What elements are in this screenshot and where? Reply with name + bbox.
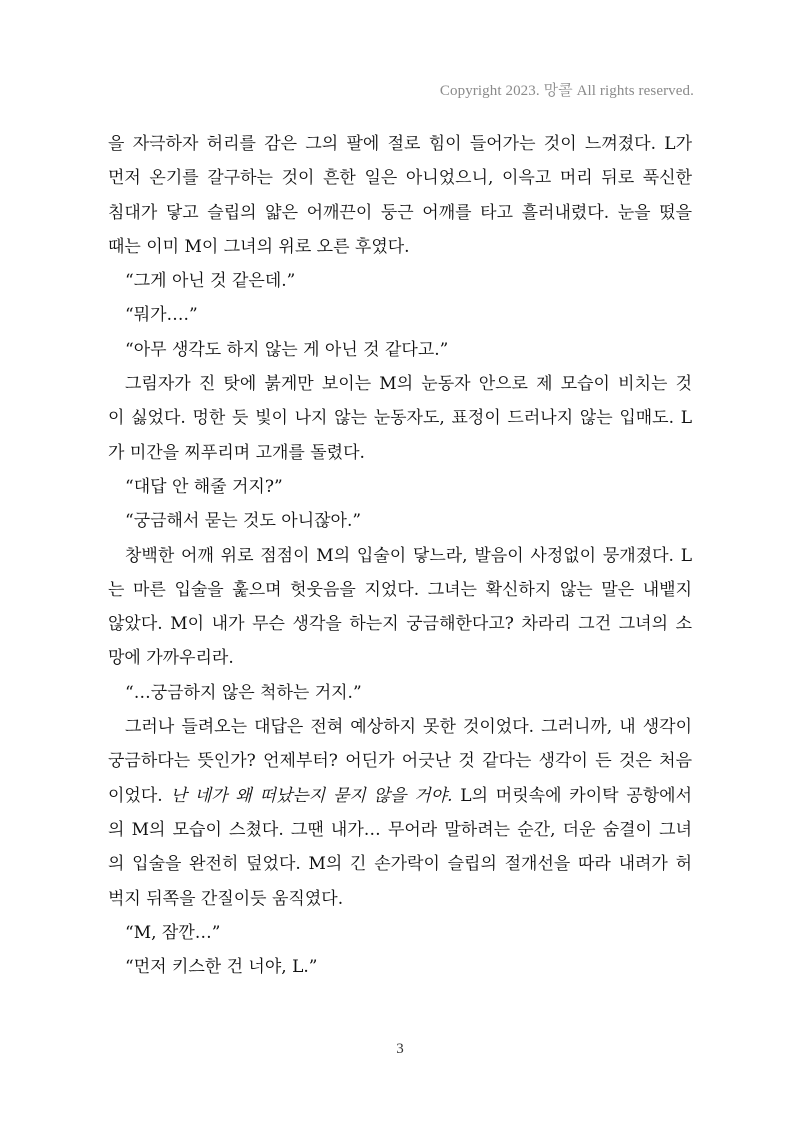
text-line: 않았다. M이 내가 무슨 생각을 하는지 궁금해한다고? 차라리 그건 그녀의 소 <box>108 614 692 635</box>
text-line: 가 미간을 찌푸리며 고개를 돌렸다. <box>108 442 365 463</box>
text-line: 벅지 뒤쪽을 간질이듯 움직였다. <box>108 888 344 909</box>
text-span: 이었다. <box>108 785 171 806</box>
text-line-mixed <box>108 783 692 817</box>
dialogue-line: “그게 아닌 것 같은데.” <box>125 271 296 292</box>
text-line: 침대가 닿고 슬립의 얇은 어깨끈이 둥근 어깨를 타고 흘러내렸다. 눈을 떴을 <box>108 202 692 223</box>
text-span: L의 머릿속에 카이탁 공항에서 <box>452 785 693 806</box>
text-line: 그림자가 진 탓에 붉게만 보이는 M의 눈동자 안으로 제 모습이 비치는 것 <box>125 374 692 395</box>
dialogue-line: “대답 안 해줄 거지?” <box>125 476 283 497</box>
dialogue-line: “먼저 키스한 건 너야, L.” <box>125 957 318 978</box>
text-line: 의 입술을 완전히 덮었다. M의 긴 손가락이 슬립의 절개선을 따라 내려가 허 <box>108 854 692 875</box>
italic-thought: 난 네가 왜 떠났는지 묻지 않을 거야. <box>170 785 453 806</box>
text-line: 이 싫었다. 멍한 듯 빛이 나지 않는 눈동자도, 표정이 드러나지 않는 입매도. L <box>108 408 692 429</box>
dialogue-line: “아무 생각도 하지 않는 게 아닌 것 같다고.” <box>125 339 449 360</box>
text-line: 그러나 들려오는 대답은 전혀 예상하지 못한 것이었다. 그러니까, 내 생각이 <box>125 717 692 738</box>
dialogue-line: “뭐가….” <box>125 305 198 326</box>
text-line: 망에 가까우리라. <box>108 648 234 669</box>
text-line: 을 자극하자 허리를 감은 그의 팔에 절로 힘이 들어가는 것이 느껴졌다. L가 <box>108 134 692 154</box>
text-line: 창백한 어깨 위로 점점이 M의 입술이 닿느라, 발음이 사정없이 뭉개졌다. L <box>125 545 692 566</box>
page-body <box>108 131 692 988</box>
text-line: 는 마른 입술을 훑으며 헛웃음을 지었다. 그녀는 확신하지 않는 말은 내뱉지 <box>108 579 692 600</box>
copyright-header: Copyright 2023. 망콜 All rights reserved. <box>439 83 694 99</box>
dialogue-line: “궁금해서 묻는 것도 아니잖아.” <box>125 511 362 532</box>
page-number: 3 <box>396 1041 404 1057</box>
dialogue-line: “…궁금하지 않은 척하는 거지.” <box>125 682 362 703</box>
dialogue-line: “M, 잠깐…” <box>125 922 221 943</box>
text-line: 의 M의 모습이 스쳤다. 그땐 내가… 무어라 말하려는 순간, 더운 숨결이 그녀 <box>108 819 692 840</box>
text-line: 때는 이미 M이 그녀의 위로 오른 후였다. <box>108 236 410 257</box>
text-line: 먼저 온기를 갈구하는 것이 흔한 일은 아니었으니, 이윽고 머리 뒤로 푹신한 <box>108 168 692 189</box>
text-line: 궁금하다는 뜻인가? 언제부터? 어딘가 어긋난 것 같다는 생각이 든 것은 처음 <box>108 751 692 772</box>
